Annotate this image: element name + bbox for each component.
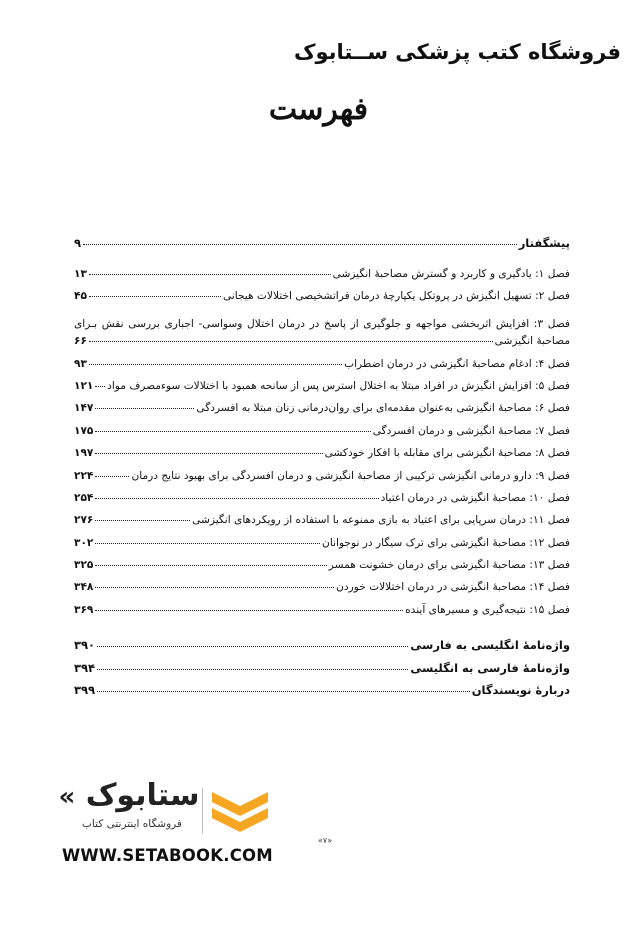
- toc-entry-title: پیشگفتار: [518, 236, 570, 250]
- toc-entry-page: ۱۳: [74, 268, 87, 280]
- toc-leader-dots: [97, 646, 408, 647]
- toc-leader-dots: [97, 669, 408, 670]
- toc-entry-title-cont: مصاحبهٔ انگیزشی: [494, 335, 570, 348]
- toc-entry-page: ۳۹۹: [74, 683, 96, 698]
- toc-entry-title: فصل ۳: افزایش اثربخشی مواجهه و جلوگیری از پاسخ در درمان اختلال وسواسی- اجباری بررسی نقش بـرای: [74, 317, 570, 330]
- toc-leader-dots: [89, 341, 493, 342]
- store-title: فروشگاه کتب پزشکی ســتابوک: [293, 40, 621, 64]
- toc-entry-chapter-9[interactable]: [74, 470, 570, 492]
- toc-entry-chapter-2[interactable]: [74, 290, 570, 312]
- toc-entry-title: فصل ۱۵: نتیجه‌گیری و مسیرهای آینده: [405, 603, 570, 616]
- toc-entry-chapter-8[interactable]: [74, 447, 570, 469]
- toc-entry-page: ۶۶: [74, 335, 87, 348]
- toc-leader-dots: [95, 476, 129, 477]
- toc-entry-title: واژه‌نامهٔ انگلیسی به فارسی: [410, 638, 570, 653]
- toc-entry-chapter-10[interactable]: [74, 492, 570, 514]
- page-number: «۷»: [318, 836, 333, 845]
- toc-entry-title: فصل ۶: مصاحبهٔ انگیزشی به‌عنوان مقدمه‌ای برای روان‌درمانی زنان مبتلا به افسردگی: [196, 402, 570, 415]
- toc-leader-dots: [95, 565, 326, 566]
- toc-entry-page: ۱۲۱: [74, 379, 94, 392]
- toc-entry-title: فصل ۱۳: مصاحبهٔ انگیزشی برای درمان خشونت همسر: [328, 559, 570, 572]
- toc-entry-chapter-4[interactable]: [74, 358, 570, 380]
- toc-leader-dots: [89, 296, 221, 297]
- toc-entry-title: فصل ۲: تسهیل انگیزش در پروتکل یکپارچهٔ درمان فراتشخیصی اختلالات هیجانی: [222, 290, 570, 303]
- toc-entry-title: فصل ۷: مصاحبهٔ انگیزشی و درمان افسردگی: [372, 424, 570, 437]
- logo-wordmark-text: ستابوک: [85, 778, 200, 813]
- toc-entry-page: ۹۳: [74, 357, 87, 370]
- toc-entry-title: فصل ۵: افزایش انگیزش در افراد مبتلا به اختلال استرس پس از سانحه همبود با اختلالات سوءمصرف مواد: [107, 379, 570, 392]
- toc-title-text: فهرست: [268, 92, 369, 127]
- toc-entry-preface[interactable]: [74, 236, 570, 266]
- toc-title: [0, 92, 643, 127]
- toc-entry-title: فصل ۱۱: درمان سرپایی برای اعتیاد به بازی ممنوعه با استفاده از رویکردهای انگیزشی: [192, 514, 570, 527]
- table-of-contents: [74, 236, 570, 705]
- toc-entry-page: ۳۰۲: [74, 536, 94, 549]
- toc-entry-title: دربارهٔ نویسندگان: [471, 683, 570, 698]
- toc-entry-title: فصل ۹: دارو درمانی انگیزشی ترکیبی از مصاحبهٔ انگیزشی و درمان افسردگی برای بهبود نتایج درمان: [131, 469, 570, 482]
- toc-entry-chapter-15[interactable]: [74, 604, 570, 626]
- toc-entry-chapter-11[interactable]: [74, 514, 570, 536]
- toc-entry-page: ۴۵: [74, 290, 87, 303]
- toc-entry-about-authors[interactable]: [74, 683, 570, 705]
- toc-entry-chapter-13[interactable]: [74, 559, 570, 581]
- toc-entry-chapter-5[interactable]: [74, 380, 570, 402]
- toc-entry-chapter-7[interactable]: [74, 425, 570, 447]
- toc-leader-dots: [83, 244, 517, 245]
- toc-leader-dots: [95, 587, 334, 588]
- toc-entry-page: ۲۷۶: [74, 514, 94, 527]
- toc-entry-title: فصل ۱: یادگیری و کاربرد و گسترش مصاحبهٔ انگیزشی: [332, 268, 570, 280]
- toc-entry-chapter-14[interactable]: [74, 581, 570, 603]
- toc-entry-page: ۱۹۷: [74, 447, 94, 460]
- toc-entry-page: ۳۹۰: [74, 638, 96, 653]
- toc-entry-page: ۲۲۴: [74, 469, 94, 482]
- toc-entry-chapter-12[interactable]: [74, 537, 570, 559]
- toc-gap: [74, 626, 570, 638]
- toc-entry-page: ۳۴۸: [74, 581, 94, 594]
- toc-leader-dots: [95, 408, 194, 409]
- toc-leader-dots: [89, 274, 331, 275]
- toc-entry-title: فصل ۱۲: مصاحبهٔ انگیزشی برای ترک سیگار در نوجوانان: [322, 536, 570, 549]
- toc-entry-chapter-1[interactable]: [74, 268, 570, 290]
- toc-entry-title: فصل ۴: ادغام مصاحبهٔ انگیزشی در درمان اضطراب: [344, 357, 570, 370]
- toc-entry-page: ۳۶۹: [74, 603, 94, 616]
- toc-leader-dots: [95, 386, 105, 387]
- toc-entry-glossary-fa-en[interactable]: [74, 661, 570, 683]
- toc-entry-page: ۳۲۵: [74, 559, 94, 572]
- logo-wordmark: [54, 778, 204, 818]
- toc-entry-glossary-en-fa[interactable]: [74, 638, 570, 660]
- toc-leader-dots: [95, 543, 320, 544]
- setabook-logo: [52, 778, 282, 842]
- toc-entry-chapter-6[interactable]: [74, 402, 570, 424]
- toc-leader-dots: [95, 453, 322, 454]
- toc-entry-page: ۳۹۴: [74, 660, 96, 675]
- open-book-icon: [208, 784, 272, 838]
- toc-entry-title: فصل ۸: مصاحبهٔ انگیزشی برای مقابله با افکار خودکشی: [324, 447, 570, 460]
- toc-leader-dots: [95, 610, 403, 611]
- toc-leader-dots: [89, 364, 342, 365]
- toc-leader-dots: [95, 431, 370, 432]
- logo-subtitle: فروشگاه اینترنتی کتاب: [82, 818, 182, 830]
- logo-arrows-icon: «: [58, 782, 76, 812]
- toc-leader-dots: [95, 498, 378, 499]
- website-url[interactable]: WWW.SETABOOK.COM: [62, 846, 273, 865]
- toc-entry-page: ۹: [74, 236, 82, 250]
- toc-leader-dots: [95, 520, 190, 521]
- toc-leader-dots: [97, 691, 470, 692]
- logo-divider: [202, 788, 203, 834]
- toc-entry-title: فصل ۱۰: مصاحبهٔ انگیزشی در درمان اعتیاد: [380, 491, 570, 504]
- toc-entry-title: فصل ۱۴: مصاحبهٔ انگیزشی در درمان اختلالات خوردن: [336, 581, 570, 594]
- toc-entry-title: واژه‌نامهٔ فارسی به انگلیسی: [410, 660, 570, 675]
- toc-entry-page: ۱۴۷: [74, 402, 94, 415]
- toc-entry-page: ۲۵۴: [74, 491, 94, 504]
- toc-entry-page: ۱۷۵: [74, 424, 94, 437]
- toc-entry-chapter-3[interactable]: [74, 313, 570, 358]
